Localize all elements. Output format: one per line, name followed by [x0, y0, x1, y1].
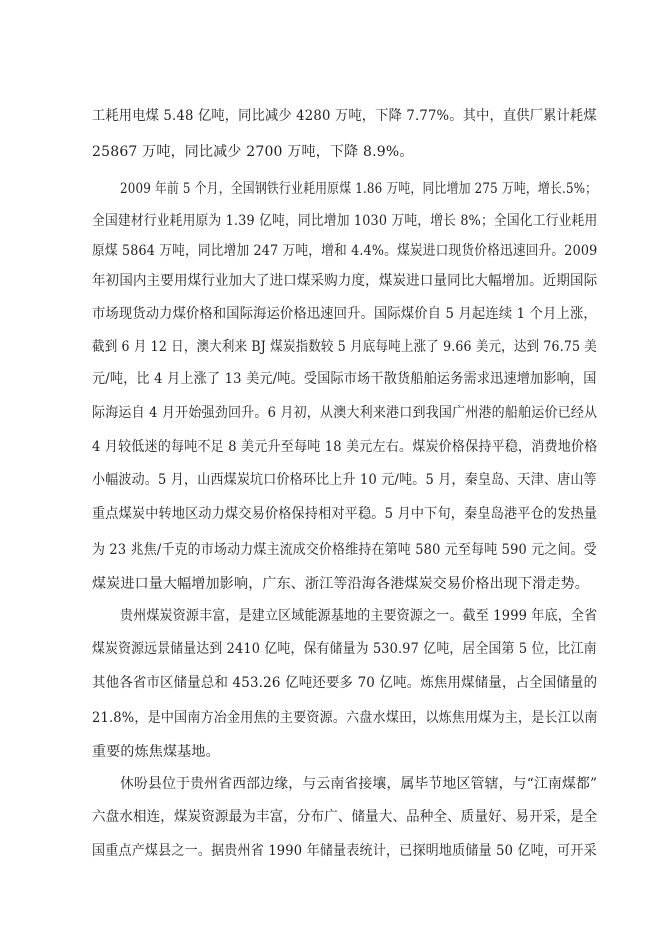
text-line: 25867 万吨，同比减少 2700 万吨，下降 8.9%。: [92, 144, 414, 160]
text-line: 重要的炼焦煤基地。: [92, 744, 220, 760]
text-line: 截到 6 月 12 日，澳大利来 BJ 煤炭指数较 5 月底每吨上涨了 9.66 美元，达到 76.75 美: [92, 339, 597, 355]
text-line: 工耗用电煤 5.48 亿吨，同比减少 4280 万吨，下降 7.77%。其中，直供厂累计耗煤: [92, 108, 597, 124]
paragraph-first-line: 2009 年前 5 个月，全国钢铁行业耗用原煤 1.86 万吨，同比增加 275 万吨，增长.5%；: [120, 181, 598, 197]
text-line: 国重点产煤县之一。据贵州省 1990 年储量表统计，已探明地质储量 50 亿吨，可开采: [92, 843, 597, 859]
text-line: 其他各省市区储量总和 453.26 亿吨还要多 70 亿吨。炼焦用煤储量，占全国储量的: [92, 675, 598, 691]
text-line: 年初国内主要用煤行业加大了进口煤采购力度，煤炭进口量同比大幅增加。近期国际: [92, 273, 598, 289]
paragraph-first-line: 贵州煤炭资源丰富，是建立区域能源基地的主要资源之一。截至 1999 年底，全省: [120, 608, 598, 624]
text-line: 市场现货动力煤价格和国际海运价格迅速回升。国际煤价自 5 月起连续 1 个月上涨，: [92, 306, 597, 322]
text-line: 际海运自 4 月开始强劲回升。6 月初，从澳大利来港口到我国广州港的船舶运价已经从: [92, 405, 598, 421]
text-line: 重点煤炭中转地区动力煤交易价格保持相对平稳。5 月中下旬，秦皇岛港平仓的发热量: [92, 506, 598, 522]
paragraph-first-line: 休吩县位于贵州省西部边缘，与云南省接壤，属毕节地区管辖，与“江南煤都”: [120, 776, 598, 792]
text-line: 原煤 5864 万吨，同比增加 247 万吨，增和 4.4%。煤炭进口现货价格迅速回升。2009: [92, 243, 598, 259]
text-line: 六盘水相连，煤炭资源最为丰富，分布广、储量大、品种全、质量好、易开采，是全: [92, 809, 598, 825]
text-line: 全国建材行业耗用原为 1.39 亿吨，同比增加 1030 万吨，增长 8%；全国化工行业耗用: [92, 213, 598, 229]
text-line: 4 月较低迷的每吨不足 8 美元升至每吨 18 美元左右。煤炭价格保持平稳，消费地价格: [92, 439, 598, 455]
text-line: 小幅波动。5 月，山西煤炭坑口价格环比上升 10 元/吨。5 月，秦皇岛、天津、唐山等: [92, 472, 597, 488]
text-line: 21.8%，是中国南方冶金用焦的主要资源。六盘水煤田，以炼焦用煤为主，是长江以南: [92, 710, 598, 726]
text-line: 煤炭资源远景储量达到 2410 亿吨，保有储量为 530.97 亿吨，居全国第 5 位，比江南: [92, 641, 597, 657]
text-line: 为 23 兆焦/千克的市场动力煤主流成交价格维持在第吨 580 元至每吨 590 元之间。受: [92, 542, 597, 558]
text-line: 元/吨，比 4 月上涨了 13 美元/吨。受国际市场干散货船舶运务需求迅速增加影响，国: [92, 371, 597, 387]
text-line: 煤炭进口量大幅增加影响，广东、浙江等沿海各港煤炭交易价格出现下滑走势。: [92, 576, 589, 592]
